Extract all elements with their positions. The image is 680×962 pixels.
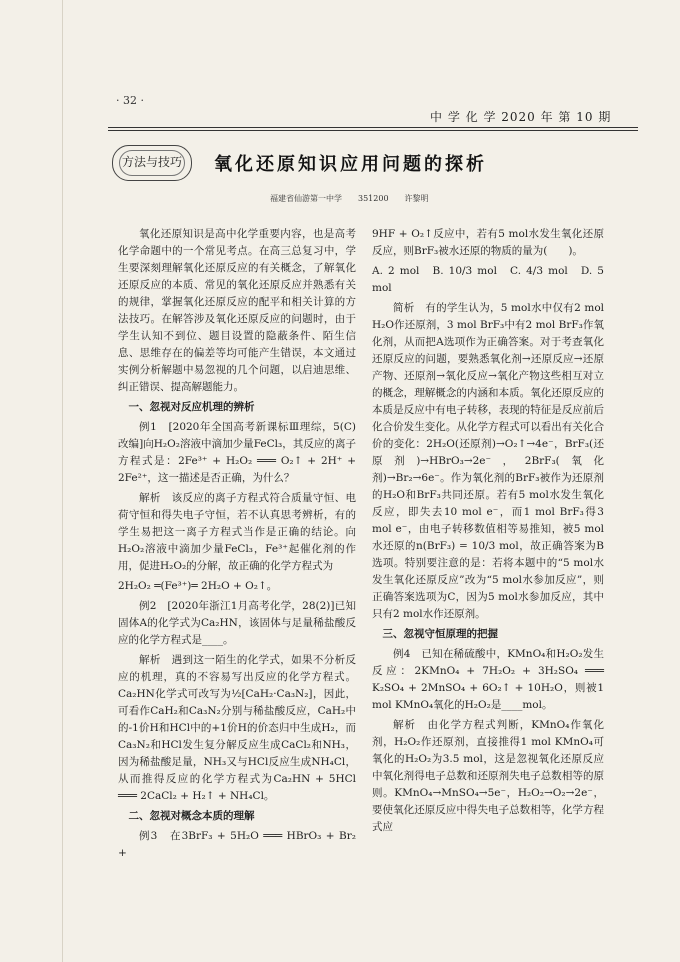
example-1: 例1 [2020年全国高考新课标Ⅲ理综，5(C)改编]向H₂O₂溶液中滴加少量FeCl₃，其反应的离子方程式是：2Fe³⁺ + H₂O₂ ═══ O₂↑ + 2H⁺ + 2Fe²⁺，这一描述是否正确，为什么？ <box>118 421 356 484</box>
page-number: · 32 · <box>116 94 144 107</box>
example-4-analysis: 解析 由化学方程式判断，KMnO₄作氧化剂，H₂O₂作还原剂，直接推得1 mol KMnO₄可氧化的H₂O₂为3.5 mol，这是忽视氧化还原反应中氧化剂得电子总数和还原剂失电子总数相等的原则。KMnO₄→MnSO₄→5e⁻，H₂O₂→O₂→2e⁻，要使氧化还原反应中得失电子总数相等，化学方程式应 <box>372 719 604 833</box>
section-heading-3: 三、忽视守恒原理的把握 <box>382 628 498 640</box>
section-badge: 方法与技巧 <box>112 145 192 181</box>
example-2-analysis: 解析 遇到这一陌生的化学式，如果不分析反应的机理，真的不容易写出反应的化学方程式。Ca₂HN化学式可改写为½[CaH₂·Ca₃N₂]，因此，可看作CaH₂和Ca₃N₂分别与稀盐酸反应，CaH₂中的-1价H和HCl中的+1价H的价态归中生成H₂，而Ca₃N₂和HCl发生复分解反应生成CaCl₂和NH₃，因为稀盐酸足量，NH₃又与HCl反应生成NH₄Cl，从而推得反应的化学方程式为Ca₂HN + 5HCl ═══ 2CaCl₂ + H₂↑ + NH₄Cl。 <box>118 654 356 802</box>
author-affiliation: 福建省仙游第一中学 351200 许黎明 <box>270 194 429 203</box>
option-d: D. 5 mol <box>372 265 604 294</box>
example-1-analysis: 解析 该反应的离子方程式符合质量守恒、电荷守恒和得失电子守恒，若不认真思考辨析，有的学生易把这一离子方程式当作是正确的结论。向H₂O₂溶液中滴加少量FeCl₃，Fe³⁺起催化剂的作用，促进H₂O₂的分解，故正确的化学方程式为 <box>118 492 356 572</box>
example-2: 例2 [2020年浙江1月高考化学，28(2)]已知固体A的化学式为Ca₂HN，该固体与足量稀盐酸反应的化学方程式是____。 <box>118 600 356 646</box>
article-title: 氧化还原知识应用问题的探析 <box>214 154 487 175</box>
option-a: A. 2 mol <box>372 265 420 277</box>
header-rule-thin <box>108 130 638 131</box>
example-3-continued: 9HF + O₂↑反应中，若有5 mol水发生氧化还原反应，则BrF₃被水还原的物质的量为( )。 <box>372 228 604 257</box>
right-column <box>372 226 604 839</box>
left-column <box>118 226 356 865</box>
option-c: C. 4/3 mol <box>510 265 568 277</box>
example-3-start: 例3 在3BrF₃ + 5H₂O ═══ HBrO₃ + Br₂ + <box>118 830 356 859</box>
journal-header: 中 学 化 学 2020 年 第 10 期 <box>430 110 612 124</box>
example-1-equation: 2H₂O₂ ═(Fe³⁺)═ 2H₂O + O₂↑。 <box>118 580 278 592</box>
section-heading-1: 一、忽视对反应机理的辨析 <box>128 401 255 413</box>
scan-shadow <box>62 0 63 962</box>
option-b: B. 10/3 mol <box>432 265 497 277</box>
intro-paragraph: 氧化还原知识是高中化学重要内容，也是高考化学命题中的一个常见考点。在高三总复习中，学生要深刻理解氧化还原反应的有关概念，了解氧化还原反应的本质、常见的氧化还原反应并熟悉有关的规律，掌握氧化还原反应的配平和相关计算的方法技巧。在解答涉及氧化还原反应的问题时，由于学生认知不到位、题目设置的隐蔽条件、陌生信息、思维存在的偏差等均可能产生错误，本文通过实例分析解题中易忽视的几个问题，以启迪思维、纠正错误、提高解题能力。 <box>118 228 356 393</box>
header-rule <box>108 127 638 128</box>
example-4: 例4 已知在稀硫酸中，KMnO₄和H₂O₂发生反应：2KMnO₄ + 7H₂O₂ + 3H₂SO₄ ═══ K₂SO₄ + 2MnSO₄ + 6O₂↑ + 10H₂O，则被1 mol KMnO₄氧化的H₂O₂是____mol。 <box>372 648 604 711</box>
section-heading-2: 二、忽视对概念本质的理解 <box>128 810 255 822</box>
answer-options <box>372 263 604 297</box>
example-3-analysis: 简析 有的学生认为，5 mol水中仅有2 mol H₂O作还原剂，3 mol BrF₃中有2 mol BrF₃作氧化剂，从而把A选项作为正确答案。对于考查氧化还原反应的问题，要熟悉氧化剂→还原反应→还原产物、还原剂→氧化反应→氧化产物这些相互对立的概念，理解概念的内涵和本质。氧化还原反应的本质是反应中有电子转移，表现的特征是反应前后化合价发生变化。从化学方程式可以看出有关化合价的变化：2H₂O(还原剂)→O₂↑→4e⁻，BrF₃(还原剂)→HBrO₃→2e⁻，2BrF₃(氧化剂)→Br₂→6e⁻。作为氧化剂的BrF₃被作为还原剂的H₂O和BrF₃共同还原。若有5 mol水发生氧化反应，即失去10 mol e⁻，而1 mol BrF₃得3 mol e⁻，由电子转移数值相等易推知，被5 mol水还原的n(BrF₃) = 10/3 mol，故正确答案为B选项。特别要注意的是：若将本题中的“5 mol水发生氧化还原反应”改为“5 mol水参加反应”，则正确答案选项为C，因为5 mol水参加反应，其中只有2 mol水作还原剂。 <box>372 302 604 620</box>
